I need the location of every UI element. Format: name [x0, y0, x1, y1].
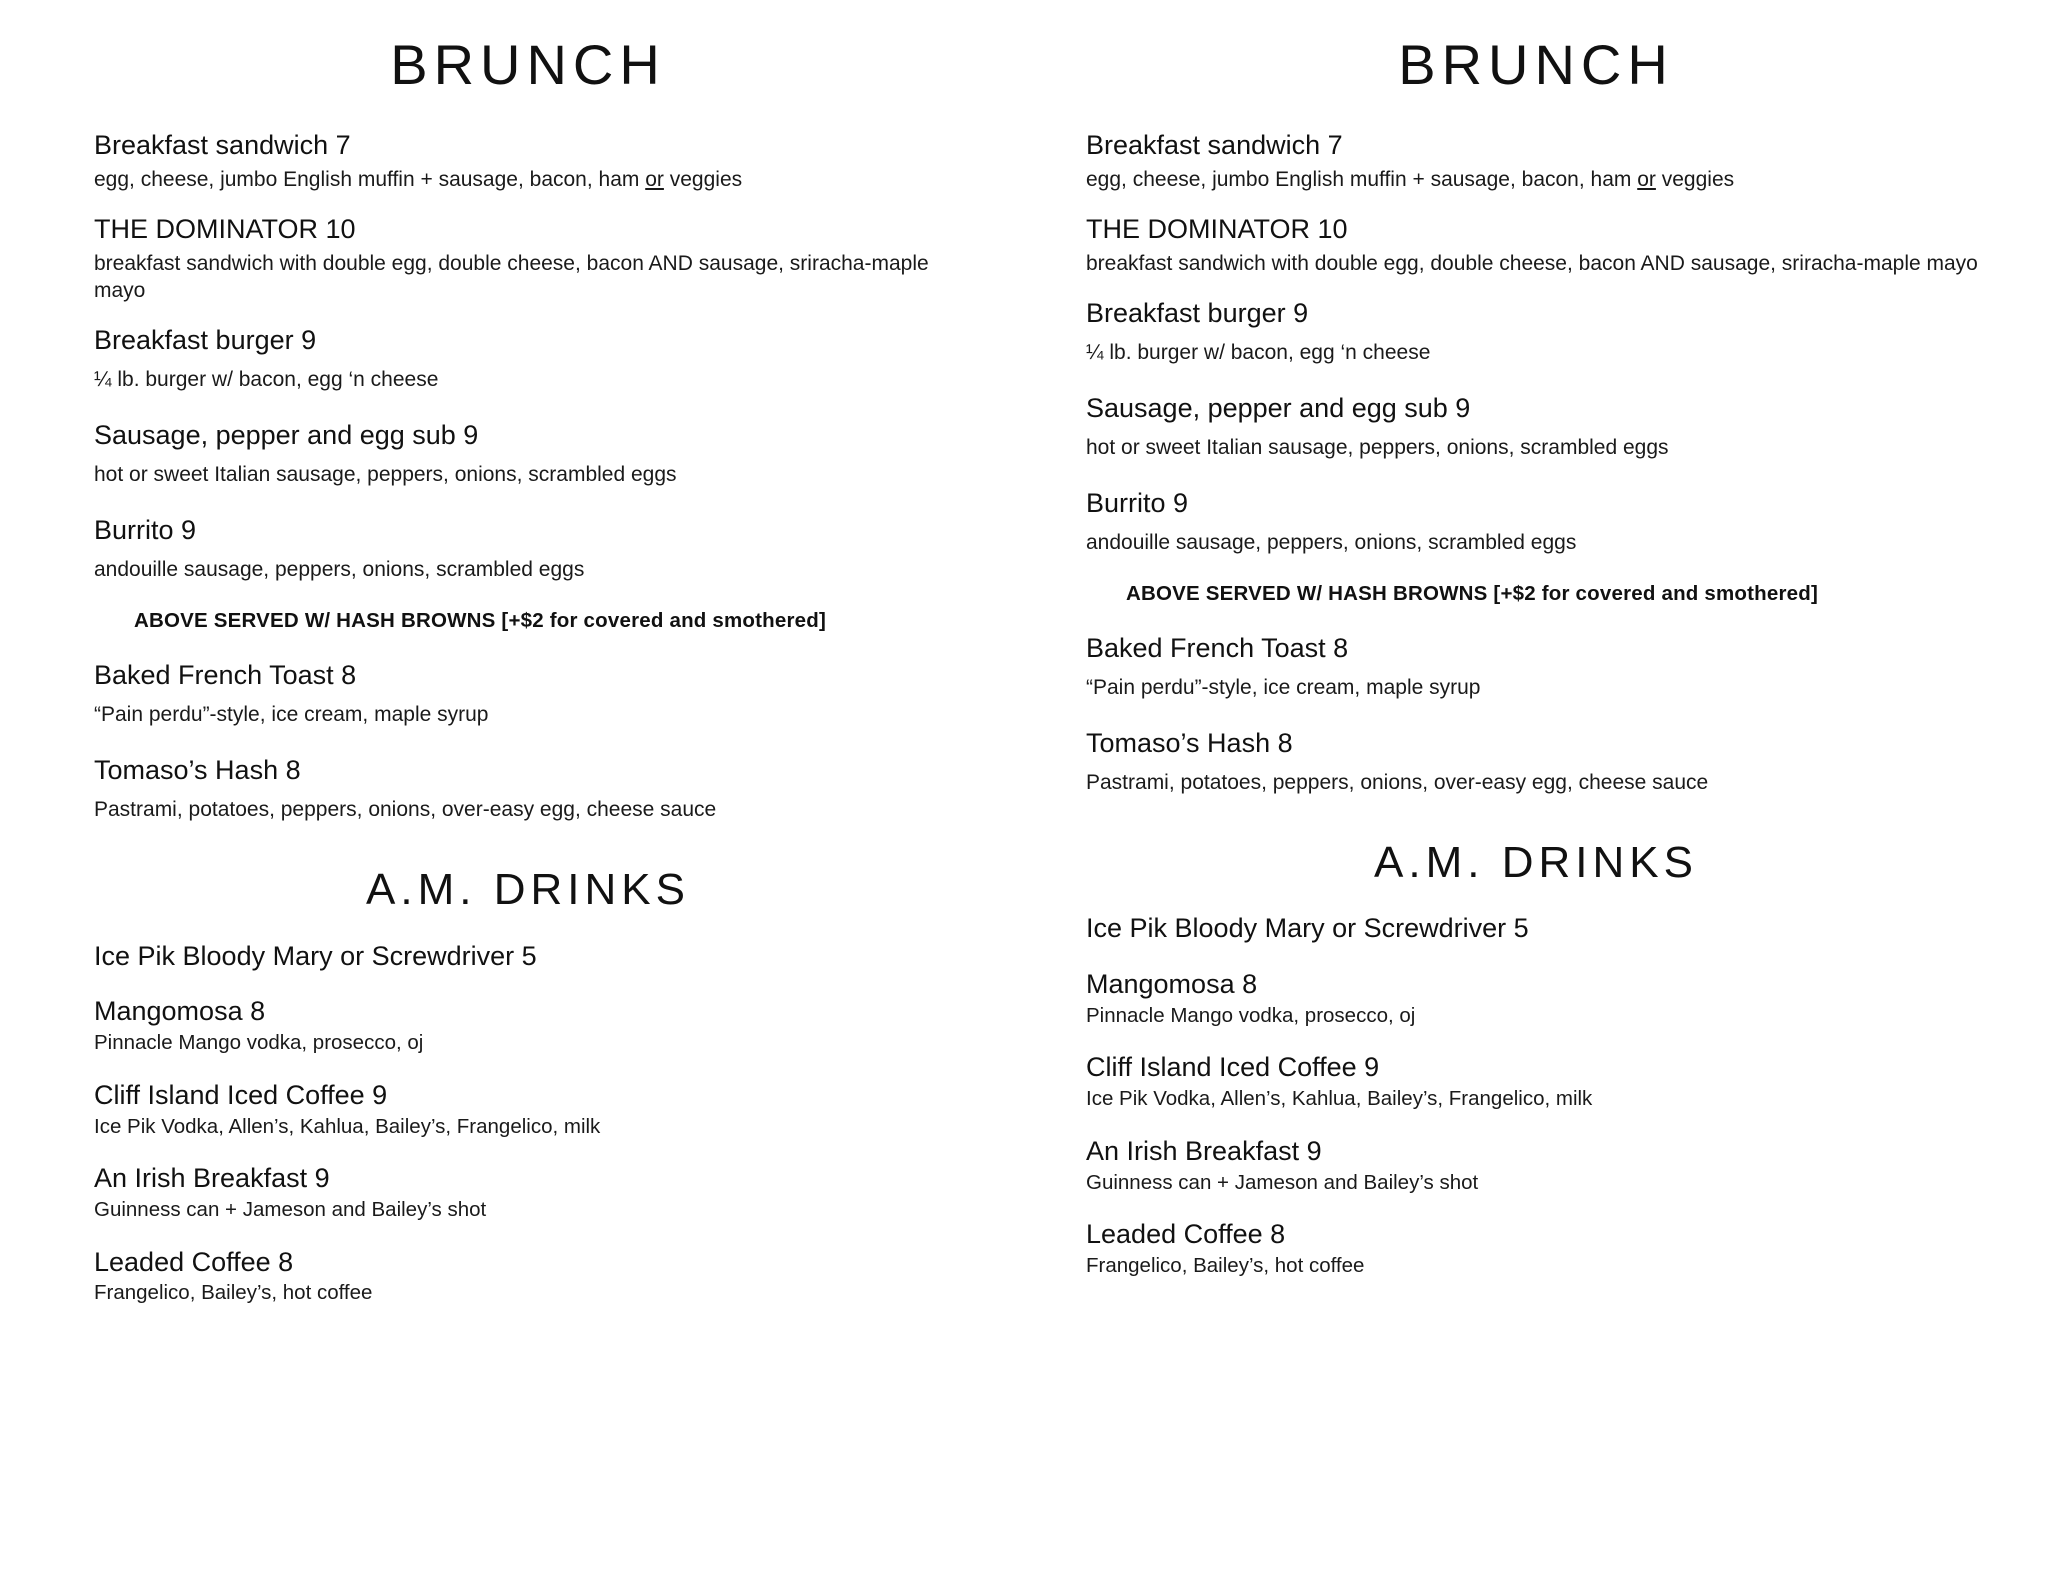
menu-item-name: Breakfast sandwich 7 [1086, 129, 1343, 160]
drink-item-description: Ice Pik Vodka, Allen’s, Kahlua, Bailey’s, Frangelico, milk [94, 1114, 601, 1138]
menu-item [94, 324, 962, 393]
menu-item [94, 514, 962, 583]
drink-item-description: Pinnacle Mango vodka, prosecco, oj [1086, 1003, 1416, 1027]
drink-item [1086, 1218, 1986, 1279]
menu-item-name: Breakfast sandwich 7 [94, 129, 351, 160]
drink-item [1086, 1135, 1986, 1196]
desc-part-post: veggies [663, 167, 743, 191]
menu-item-name: Burrito 9 [94, 515, 197, 546]
brunch-heading: BRUNCH [390, 33, 666, 96]
drink-item-name: Mangomosa 8 [1086, 969, 1258, 1000]
drink-item-name: Leaded Coffee 8 [94, 1246, 294, 1277]
menu-item-description: hot or sweet Italian sausage, peppers, onions, scrambled eggs [94, 462, 677, 486]
menu-item-name: Baked French Toast 8 [1086, 633, 1349, 664]
menu-item [94, 659, 962, 728]
menu-item-description: hot or sweet Italian sausage, peppers, onions, scrambled eggs [1086, 435, 1669, 459]
desc-part-underlined: or [645, 167, 664, 191]
menu-item [94, 213, 962, 304]
menu-item-name: THE DOMINATOR 10 [1086, 213, 1348, 244]
menu-item [1086, 487, 1986, 556]
drink-item-name: Cliff Island Iced Coffee 9 [1086, 1052, 1380, 1083]
drink-item-name: Ice Pik Bloody Mary or Screwdriver 5 [94, 940, 537, 971]
menu-item-description: ¼ lb. burger w/ bacon, egg ‘n cheese [1086, 340, 1431, 364]
desc-part-pre: egg, cheese, jumbo English muffin + sausage, bacon, ham [1086, 167, 1638, 191]
menu-item [1086, 129, 1986, 193]
drink-item-name: Ice Pik Bloody Mary or Screwdriver 5 [1086, 913, 1529, 944]
drink-item-name: An Irish Breakfast 9 [1086, 1135, 1322, 1166]
hash-browns-note: ABOVE SERVED W/ HASH BROWNS [+$2 for covered and smothered] [134, 609, 827, 633]
drink-item [94, 1162, 962, 1223]
menu-item [1086, 213, 1986, 277]
menu-item-description: andouille sausage, peppers, onions, scrambled eggs [1086, 530, 1577, 554]
menu-item [1086, 297, 1986, 366]
drink-item [1086, 912, 1986, 946]
drink-item [94, 1079, 962, 1140]
menu-item [1086, 632, 1986, 701]
menu-item-description: Pastrami, potatoes, peppers, onions, over-easy egg, cheese sauce [1086, 770, 1709, 794]
am-drinks-heading: A.M. DRINKS [366, 865, 690, 915]
drink-item-name: Leaded Coffee 8 [1086, 1219, 1286, 1250]
menu-item-name: Baked French Toast 8 [94, 660, 357, 691]
menu-column-left [0, 26, 1024, 1582]
drink-item-description: Frangelico, Bailey’s, hot coffee [94, 1281, 373, 1305]
desc-part-post: veggies [1655, 167, 1735, 191]
menu-item-description [1086, 166, 1986, 193]
menu-item-description [94, 166, 962, 193]
menu-item [1086, 392, 1986, 461]
menu-item-description: breakfast sandwich with double egg, double cheese, bacon AND sausage, sriracha-maple mayo [1086, 251, 1978, 275]
menu-item-name: Tomaso’s Hash 8 [94, 755, 301, 786]
menu-item-name: Breakfast burger 9 [94, 325, 317, 356]
drink-item-name: An Irish Breakfast 9 [94, 1163, 330, 1194]
desc-part-pre: egg, cheese, jumbo English muffin + sausage, bacon, ham [94, 167, 646, 191]
menu-item-name: Tomaso’s Hash 8 [1086, 728, 1293, 759]
menu-item-description: andouille sausage, peppers, onions, scrambled eggs [94, 558, 585, 582]
menu-item-description: Pastrami, potatoes, peppers, onions, over-easy egg, cheese sauce [94, 798, 717, 822]
drink-item [94, 995, 962, 1056]
menu-column-right [1024, 26, 2048, 1582]
brunch-heading: BRUNCH [1398, 33, 1674, 96]
am-drinks-heading: A.M. DRINKS [1374, 838, 1698, 888]
drink-item-description: Frangelico, Bailey’s, hot coffee [1086, 1253, 1365, 1277]
hash-browns-note: ABOVE SERVED W/ HASH BROWNS [+$2 for covered and smothered] [1126, 582, 1819, 606]
drink-item-description: Guinness can + Jameson and Bailey’s shot [94, 1197, 487, 1221]
desc-part-underlined: or [1637, 167, 1656, 191]
menu-item [94, 419, 962, 488]
drink-item [94, 940, 962, 974]
menu-item-description: “Pain perdu”-style, ice cream, maple syrup [1086, 675, 1481, 699]
drink-item-name: Mangomosa 8 [94, 996, 266, 1027]
menu-item-description: breakfast sandwich with double egg, double cheese, bacon AND sausage, sriracha-maple mayo [94, 251, 929, 302]
drink-item-description: Ice Pik Vodka, Allen’s, Kahlua, Bailey’s, Frangelico, milk [1086, 1087, 1593, 1111]
menu-item [94, 129, 962, 193]
drink-item-description: Guinness can + Jameson and Bailey’s shot [1086, 1170, 1479, 1194]
menu-item [1086, 727, 1986, 796]
drink-item [94, 1246, 962, 1307]
drink-item-description: Pinnacle Mango vodka, prosecco, oj [94, 1031, 424, 1055]
menu-item-name: Burrito 9 [1086, 487, 1189, 518]
menu-item-description: ¼ lb. burger w/ bacon, egg ‘n cheese [94, 367, 439, 391]
menu-item-description: “Pain perdu”-style, ice cream, maple syrup [94, 703, 489, 727]
menu-item-name: THE DOMINATOR 10 [94, 213, 356, 244]
menu-item-name: Sausage, pepper and egg sub 9 [94, 420, 479, 451]
drink-item [1086, 968, 1986, 1029]
drink-item-name: Cliff Island Iced Coffee 9 [94, 1079, 388, 1110]
menu-item-name: Sausage, pepper and egg sub 9 [1086, 392, 1471, 423]
menu-item [94, 754, 962, 823]
drink-item [1086, 1051, 1986, 1112]
menu-item-name: Breakfast burger 9 [1086, 297, 1309, 328]
